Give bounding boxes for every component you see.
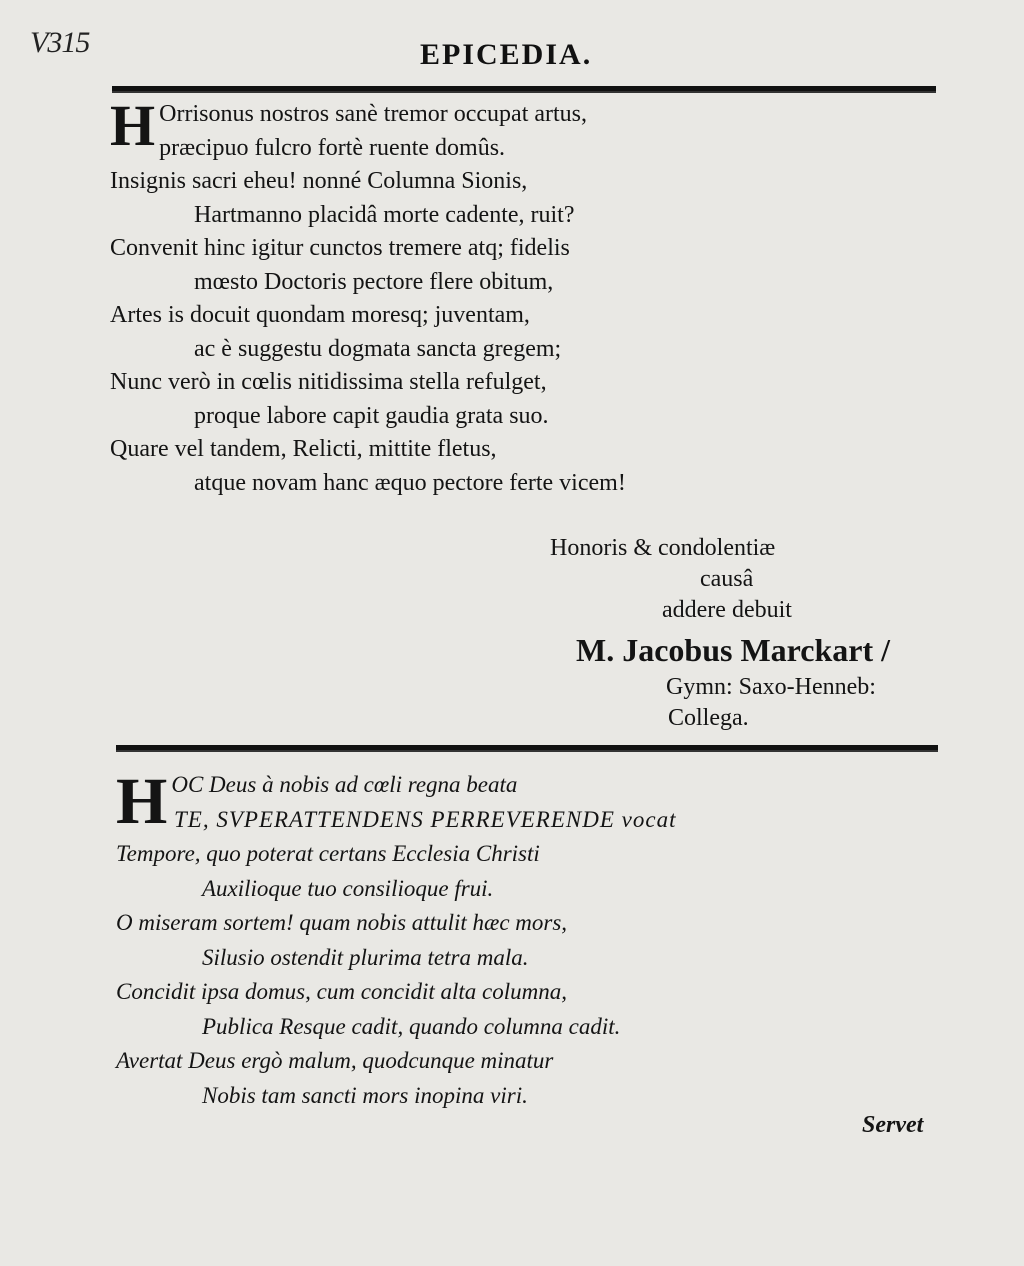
ornamental-rule-middle xyxy=(116,745,938,752)
signature-line-2: causâ xyxy=(700,566,754,592)
poem1-line-9: Nunc verò in cœlis nitidissima stella refulget, xyxy=(110,369,547,395)
poem1-line-5: Convenit hinc igitur cunctos tremere atq; fidelis xyxy=(110,235,570,261)
catchword: Servet xyxy=(862,1112,924,1138)
poem1-line-7: Artes is docuit quondam moresq; juventam, xyxy=(110,302,530,328)
poem1-line-1: Orrisonus nostros sanè tremor occupat artus, xyxy=(159,101,588,127)
shelfmark: V315 xyxy=(30,26,90,59)
poem2-line-8: Publica Resque cadit, quando columna cadit. xyxy=(202,1013,621,1039)
poem2-line-7: Concidit ipsa domus, cum concidit alta columna, xyxy=(116,979,568,1004)
poem1-opening xyxy=(110,93,626,165)
poem2-line-4: Auxilioque tuo consilioque frui. xyxy=(202,875,494,901)
author-affiliation: Gymn: Saxo-Henneb: xyxy=(666,674,876,700)
poem2-line-5: O miseram sortem! quam nobis attulit hæc mors, xyxy=(116,910,568,935)
poem1-line-6: mœsto Doctoris pectore flere obitum, xyxy=(194,268,554,295)
poem2-line-2: TE, SVPERATTENDENS PERREVERENDE vocat xyxy=(174,806,677,832)
signature-line-1: Honoris & condolentiæ xyxy=(550,535,776,561)
poem1-line-10: proque labore capit gaudia grata suo. xyxy=(194,402,549,429)
drop-cap: H xyxy=(110,93,156,158)
poem2-line-1: OC Deus à nobis ad cœli regna beata xyxy=(171,772,518,797)
signature-block xyxy=(550,533,890,734)
poem-epicedium-1 xyxy=(110,93,626,500)
poem1-line-2: præcipuo fulcro fortè ruente domûs. xyxy=(159,134,506,161)
poem1-line-11: Quare vel tandem, Relicti, mittite fletus, xyxy=(110,436,497,462)
poem1-line-4: Hartmanno placidâ morte cadente, ruit? xyxy=(194,201,575,228)
poem1-line-8: ac è suggestu dogmata sancta gregem; xyxy=(194,335,562,362)
poem2-line-3: Tempore, quo poterat certans Ecclesia Christi xyxy=(116,841,540,866)
poem1-line-3: Insignis sacri eheu! nonné Columna Sionis, xyxy=(110,168,528,194)
poem2-line-10: Nobis tam sancti mors inopina viri. xyxy=(202,1082,528,1108)
poem2-line-9: Avertat Deus ergò malum, quodcunque minatur xyxy=(116,1048,554,1073)
poem1-line-12: atque novam hanc æquo pectore ferte vicem! xyxy=(194,469,626,496)
poem2-line-6: Silusio ostendit plurima tetra mala. xyxy=(202,944,529,970)
author-name: M. Jacobus Marckart / xyxy=(576,632,891,668)
poem2-opening xyxy=(116,765,677,838)
poem-epicedium-2 xyxy=(116,765,677,1113)
author-title: Collega. xyxy=(668,705,749,731)
ornamental-rule-top xyxy=(112,86,936,93)
drop-cap: H xyxy=(116,765,168,838)
signature-line-3: addere debuit xyxy=(662,597,792,623)
running-header: EPICEDIA. xyxy=(420,38,593,71)
